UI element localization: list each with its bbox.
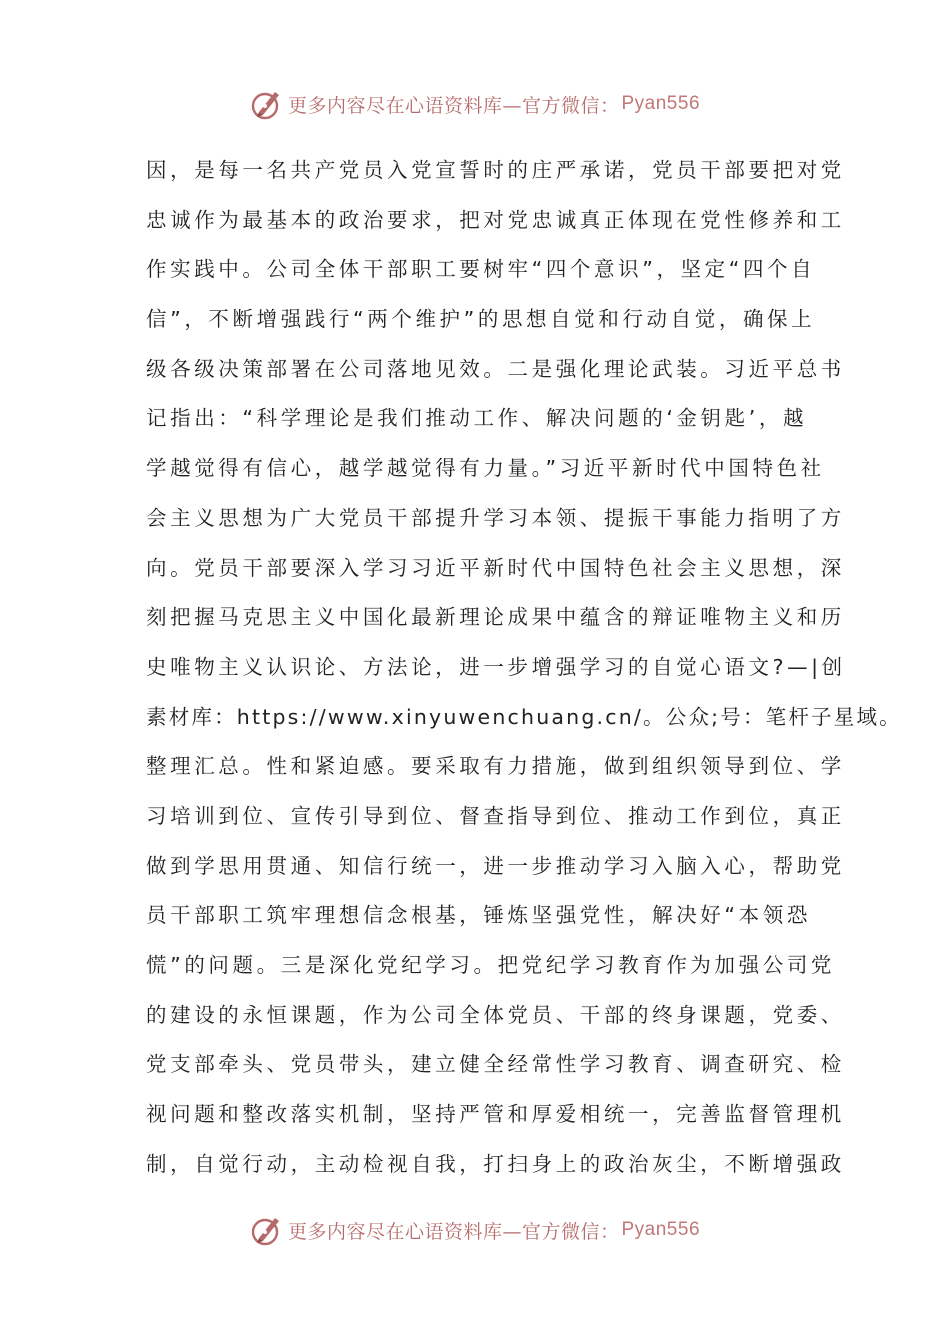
footer-banner-text: 更多内容尽在心语资料库—官方微信： (287, 1220, 620, 1243)
body-text-line: 素材库：https://www.xinyuwenchuang.cn/。公众;号：笔杆子星域。 (146, 704, 902, 729)
body-text-line: 信”，不断增强践行“两个维护”的思想自觉和行动自觉，确保上 (146, 307, 816, 332)
body-text-line: 忠诚作为最基本的政治要求，把对党忠诚真正体现在党性修养和工 (146, 207, 845, 232)
footer-banner (0, 1210, 950, 1250)
body-text-line: 党支部牵头、党员带头，建立健全经常性学习教育、调查研究、检 (146, 1052, 845, 1077)
header-wechat-id: Pyan556 (621, 93, 701, 114)
body-text-line: 作实践中。公司全体干部职工要树牢“四个意识”，坚定“四个自 (146, 257, 816, 282)
body-text-line: 整理汇总。性和紧迫感。要采取有力措施，做到组织领导到位、学 (146, 754, 845, 779)
document-body (146, 146, 902, 1189)
footer-wechat-id: Pyan556 (621, 1219, 701, 1240)
body-text-line: 员干部职工筑牢理想信念根基，锤炼坚强党性，解决好“本领恐 (146, 903, 811, 928)
header-banner (0, 84, 950, 124)
body-text-line: 史唯物主义认识论、方法论，进一步增强学习的自觉心语文?—|创 (146, 654, 846, 679)
body-text-line: 制，自觉行动，主动检视自我，打扫身上的政治灰尘，不断增强政 (146, 1151, 845, 1176)
body-text-line: 刻把握马克思主义中国化最新理论成果中蕴含的辩证唯物主义和历 (146, 605, 845, 630)
body-text-line: 学越觉得有信心，越学越觉得有力量。”习近平新时代中国特色社 (146, 456, 825, 481)
body-text-line: 习培训到位、宣传引导到位、督查指导到位、推动工作到位，真正 (146, 803, 845, 828)
pen-logo-icon (250, 87, 284, 121)
body-text-line: 慌”的问题。三是深化党纪学习。把党纪学习教育作为加强公司党 (146, 953, 836, 977)
body-text-line: 会主义思想为广大党员干部提升学习本领、提振干事能力指明了方 (146, 505, 845, 530)
body-text-line: 做到学思用贯通、知信行统一，进一步推动学习入脑入心，帮助党 (146, 853, 845, 878)
body-text-line: 向。党员干部要深入学习习近平新时代中国特色社会主义思想，深 (146, 555, 845, 580)
header-banner-text: 更多内容尽在心语资料库—官方微信： (287, 94, 620, 117)
body-text-line: 的建设的永恒课题，作为公司全体党员、干部的终身课题，党委、 (146, 1002, 845, 1027)
body-text-line: 记指出：“科学理论是我们推动工作、解决问题的‘金钥匙’，越 (146, 406, 808, 431)
pen-logo-icon (250, 1213, 284, 1247)
body-text-line: 视问题和整改落实机制，坚持严管和厚爱相统一，完善监督管理机 (146, 1102, 845, 1127)
body-text-line: 级各级决策部署在公司落地见效。二是强化理论武装。习近平总书 (146, 356, 845, 381)
body-text-line: 因，是每一名共产党员入党宣誓时的庄严承诺，党员干部要把对党 (146, 158, 845, 182)
